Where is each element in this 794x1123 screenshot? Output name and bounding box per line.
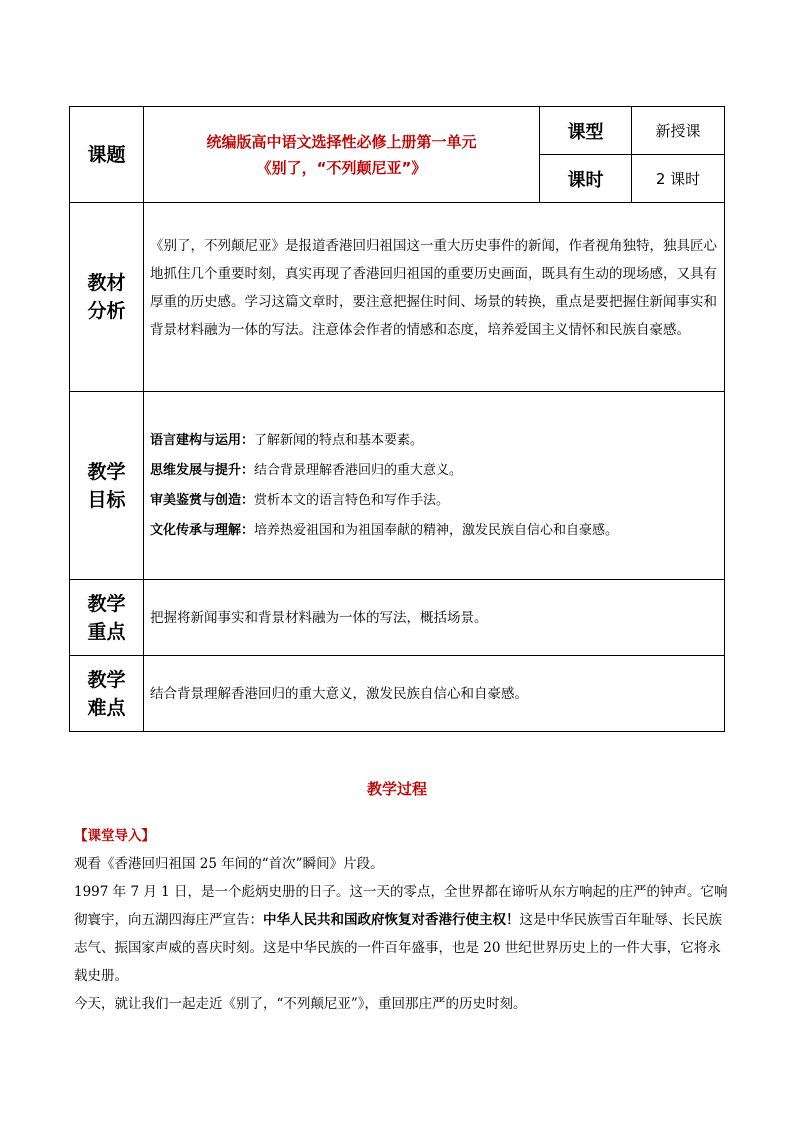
lesson-type-label: 课型 [540, 107, 632, 155]
goal-key: 审美鉴赏与创造： [150, 492, 255, 508]
goals-label-line2: 目标 [87, 488, 126, 511]
focus-label [70, 580, 144, 656]
difficulty-label-line2: 难点 [87, 696, 126, 719]
analysis-paragraph: 《别了，不列颠尼亚》是报道香港回归祖国这一重大历史事件的新闻，作者视角独特，独具匠心地抓住几个重要时刻，真实再现了香港回归祖国的重要历史画面，既具有生动的现场感，又具有厚重的历史感。学习这篇文章时，要注意把握住时间、场景的转换，重点是要把握住新闻事实和背景材料融为一体的写法。注意体会作者的情感和态度，培养爱国主义情怀和民族自豪感。 [150, 238, 717, 338]
process-paragraph-3: 今天，就让我们一起走近《别了，“不列颠尼亚”》，重回那庄严的历史时刻。 [74, 996, 527, 1012]
lesson-title-line1: 统编版高中语文选择性必修上册第一单元 [206, 132, 477, 151]
goal-key: 文化传承与理解： [150, 522, 255, 538]
process-paragraph-2-a: 1997 年 7 月 1 日，是一个彪炳史册的日子。这一天的零点，全世界都在谛听从东方响起的庄严的钟声。它响彻寰宇，向五湖四海庄严宣告： [74, 884, 728, 928]
lesson-type-value: 新授课 [632, 107, 725, 155]
intro-label: 【课堂导入】 [74, 828, 155, 844]
difficulty-label-line1: 教学 [87, 668, 126, 691]
goal-item [150, 426, 718, 456]
process-title: 教学过程 [366, 780, 427, 798]
goal-item [150, 486, 718, 516]
analysis-text [144, 203, 725, 392]
goal-item [150, 516, 718, 546]
analysis-label [70, 203, 144, 392]
focus-label-line2: 重点 [87, 620, 126, 643]
lesson-title-line2: 《别了，“不列颠尼亚”》 [256, 158, 427, 177]
focus-label-line1: 教学 [87, 592, 126, 615]
goal-text: 了解新闻的特点和基本要素。 [254, 432, 424, 448]
goal-item [150, 456, 718, 486]
goals-list [144, 392, 725, 580]
process-paragraph-2 [74, 878, 729, 990]
topic-label [70, 107, 144, 203]
process-paragraph-2-bold: 中华人民共和国政府恢复对香港行使主权！ [263, 912, 520, 928]
goal-key: 语言建构与运用： [150, 432, 255, 448]
lesson-title [144, 107, 540, 203]
goals-label-line1: 教学 [87, 460, 126, 483]
goal-text: 赏析本文的语言特色和写作手法。 [254, 492, 450, 508]
analysis-label-line1: 教材 [87, 272, 126, 294]
process-body [74, 822, 729, 1018]
lesson-hours-value: 2 课时 [632, 155, 725, 203]
lesson-hours-label: 课时 [540, 155, 632, 203]
difficulty-text: 结合背景理解香港回归的重大意义，激发民族自信心和自豪感。 [144, 656, 725, 732]
process-paragraph-1: 观看《香港回归祖国 25 年间的“首次”瞬间》片段。 [74, 856, 384, 872]
process-paragraph-2-b: 这是中华民族雪百年耻辱、长民族志气、振国家声威的喜庆时刻。这是中华民族的一件百年盛事，也是 20 世纪世界历史上的一件大事，它将永载史册。 [74, 912, 722, 984]
topic-label-text: 课题 [87, 143, 126, 166]
lesson-plan-table [69, 106, 725, 732]
difficulty-label [70, 656, 144, 732]
analysis-label-line2: 分析 [87, 300, 126, 322]
focus-text: 把握将新闻事实和背景材料融为一体的写法，概括场景。 [144, 580, 725, 656]
goal-key: 思维发展与提升： [150, 462, 255, 478]
goal-text: 培养热爱祖国和为祖国奉献的精神，激发民族自信心和自豪感。 [254, 522, 619, 538]
goal-text: 结合背景理解香港回归的重大意义。 [254, 462, 463, 478]
goals-label [70, 392, 144, 580]
